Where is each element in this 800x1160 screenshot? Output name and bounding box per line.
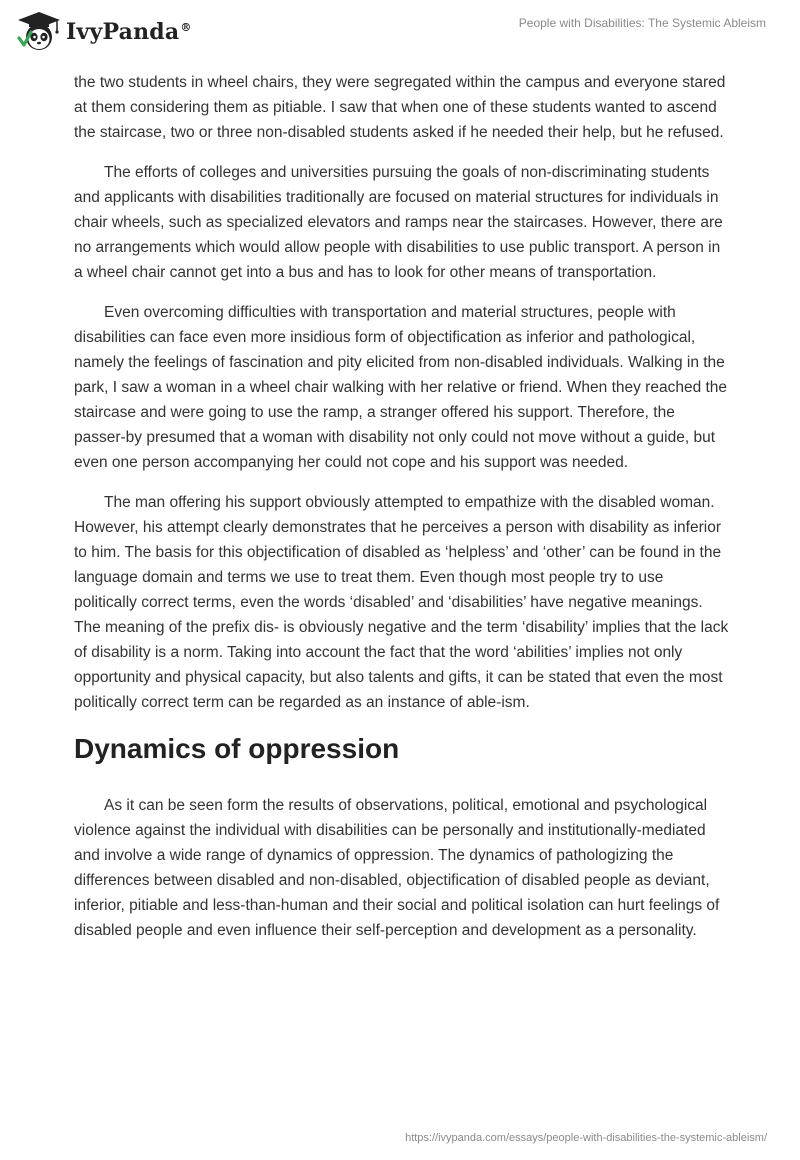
essay-paragraph-4: The man offering his support obviously attempted to empathize with the disabled woman. However, his attempt clearly demonstrates that he perceives a person with disability as inferior to him. The basis for this objectification of disabled as ‘helpless’ and ‘other’ can be found in the language domain and terms we use to treat them. Even though most people try to use politically correct terms, even the words ‘disabled’ and ‘disabilities’ have negative meanings. The meaning of the prefix dis- is obviously negative and the term ‘disability’ implies that the lack of disability is a norm. Taking into account the fact that the word ‘abilities’ implies not only opportunity and physical capacity, but also talents and gifts, it can be stated that even the most politically correct term can be regarded as an instance of able-ism. bbox=[74, 494, 729, 711]
panda-logo-icon bbox=[16, 9, 62, 55]
section-paragraph: As it can be seen form the results of observations, political, emotional and psychological violence against the individual with disabilities can be personally and institutionally-mediated and involve a wide range of dynamics of oppression. The dynamics of pathologizing the differences between disabled and non-disabled, objectification of disabled people as deviant, inferior, pitiable and less-than-human and their social and political isolation can hurt feelings of disabled people and even influence their self-perception and development as a personality. bbox=[74, 797, 720, 939]
essay-paragraph-2: The efforts of colleges and universities pursuing the goals of non-discriminating students and applicants with disabilities traditionally are focused on material structures for individuals in chair wheels, such as specialized elevators and ramps near the staircases. However, there are no arrangements which would allow people with disabilities to use public transport. A person in a wheel chair cannot get into a bus and has to look for other means of transportation. bbox=[74, 164, 723, 281]
brand-name: IvyPanda® bbox=[66, 19, 192, 45]
essay-body bbox=[74, 70, 730, 958]
source-url[interactable]: https://ivypanda.com/essays/people-with-disabilities-the-systemic-ableism/ bbox=[405, 1132, 767, 1144]
page-header bbox=[0, 0, 800, 66]
essay-paragraph-3: Even overcoming difficulties with transportation and material structures, people with disabilities can face even more insidious form of objectification as inferior and pathological, namely the feelings of fascination and pity elicited from non-disabled individuals. Walking in the park, I saw a woman in a wheel chair walking with her relative or friend. When they reached the staircase and were going to use the ramp, a stranger offered his support. Therefore, the passer-by presumed that a woman with disability not only could not move without a guide, but even one person accompanying her could not cope and his support was needed. bbox=[74, 304, 728, 471]
essay-paragraph-1: the two students in wheel chairs, they were segregated within the campus and everyone stared at them considering them as pitiable. I saw that when one of these students wanted to ascend the staircase, two or three non-disabled students asked if he needed their help, but he refused. bbox=[74, 74, 726, 141]
registered-mark: ® bbox=[180, 20, 192, 34]
document-title: People with Disabilities: The Systemic Ableism bbox=[518, 16, 766, 30]
brand-logo[interactable] bbox=[16, 9, 192, 55]
section-heading: Dynamics of oppression bbox=[74, 733, 400, 764]
